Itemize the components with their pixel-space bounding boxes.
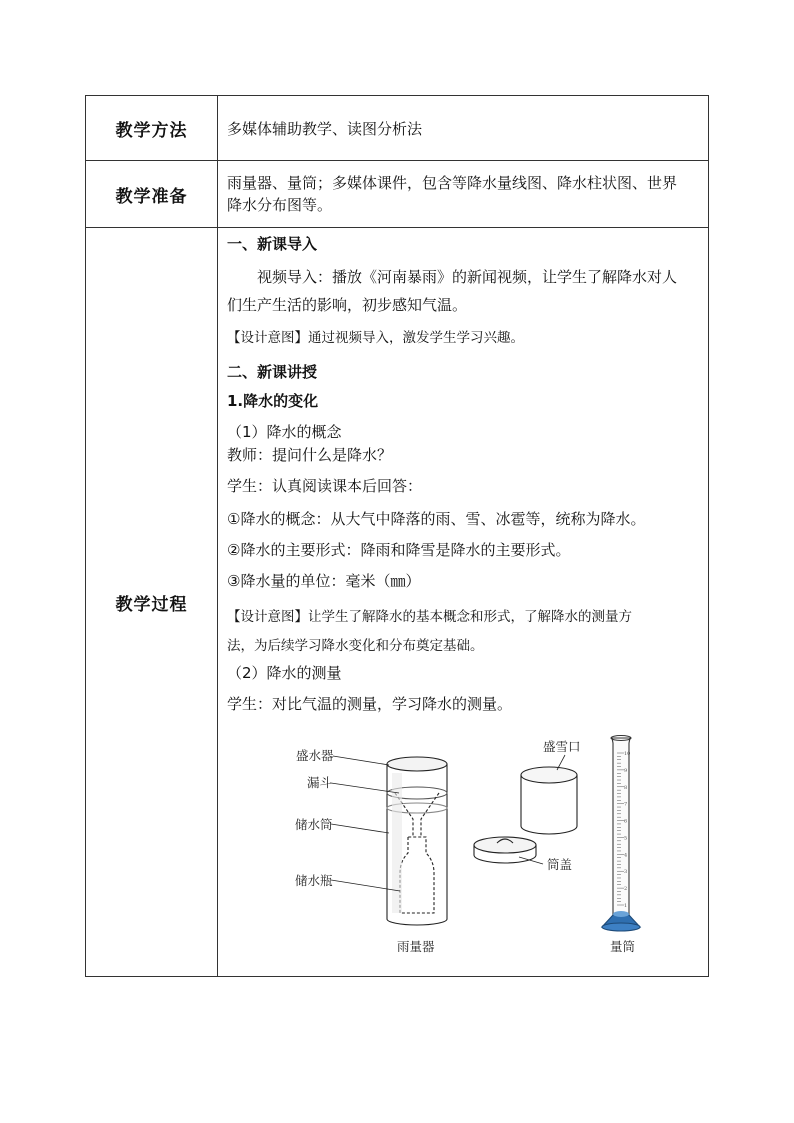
student-measurement: 学生：对比气温的测量，学习降水的测量。 bbox=[227, 695, 513, 713]
item2-measurement: （2）降水的测量 bbox=[227, 664, 342, 682]
cylinder-mark-label: 8 bbox=[624, 784, 628, 791]
label-snow-mouth: 盛雪口 bbox=[543, 739, 581, 754]
teaching-process-label: 教学过程 bbox=[86, 228, 218, 977]
cylinder-mark-label: 4 bbox=[624, 852, 628, 859]
teacher-question: 教师：提问什么是降水？ bbox=[227, 446, 393, 464]
cylinder-mark-label: 6 bbox=[624, 818, 628, 825]
cylinder-mark-label: 10 bbox=[624, 751, 631, 757]
point-1: ①降水的概念：从大气中降落的雨、雪、冰雹等，统称为降水。 bbox=[227, 510, 646, 528]
label-container: 盛水器 bbox=[296, 748, 334, 763]
teaching-preparation-content bbox=[218, 161, 709, 228]
caption-measuring-cylinder: 量筒 bbox=[610, 939, 636, 954]
teaching-method-content: 多媒体辅助教学、读图分析法 bbox=[218, 96, 709, 161]
design-intent-2-line-1: 【设计意图】让学生了解降水的基本概念和形式，了解降水的测量方 bbox=[227, 609, 632, 625]
item1-concept: （1）降水的概念 bbox=[227, 423, 342, 441]
teaching-preparation-label: 教学准备 bbox=[86, 161, 218, 228]
row-teaching-process bbox=[86, 228, 709, 977]
section1-title: 一、新课导入 bbox=[227, 235, 318, 253]
label-tube: 储水筒 bbox=[295, 817, 333, 832]
cylinder-mark-label: 7 bbox=[624, 801, 628, 808]
preparation-line-2: 降水分布图等。 bbox=[227, 196, 333, 214]
teaching-process-content bbox=[218, 228, 709, 977]
preparation-line-1: 雨量器、量筒；多媒体课件，包含等降水量线图、降水柱状图、世界 bbox=[227, 174, 678, 192]
label-funnel: 漏斗 bbox=[307, 775, 333, 790]
design-intent-1: 【设计意图】通过视频导入，激发学生学习兴趣。 bbox=[227, 330, 524, 346]
rain-gauge-illustration bbox=[387, 757, 447, 925]
cylinder-mark-label: 3 bbox=[624, 869, 628, 876]
lesson-plan-table bbox=[85, 95, 709, 977]
caption-rain-gauge: 雨量器 bbox=[397, 939, 435, 954]
cylinder-mark-label: 2 bbox=[624, 886, 628, 893]
rain-gauge-figure bbox=[267, 733, 747, 963]
subsection1-title: 1.降水的变化 bbox=[227, 392, 319, 410]
cylinder-mark-label: 9 bbox=[624, 767, 628, 774]
student-answer-intro: 学生：认真阅读课本后回答： bbox=[227, 477, 423, 495]
cylinder-mark-label: 1 bbox=[624, 903, 628, 909]
teaching-method-label: 教学方法 bbox=[86, 96, 218, 161]
label-bottle: 储水瓶 bbox=[295, 873, 333, 888]
snow-container-illustration bbox=[521, 767, 577, 834]
cylinder-mark-label: 5 bbox=[624, 835, 628, 842]
intro-line-2: 们生产生活的影响，初步感知气温。 bbox=[227, 296, 468, 314]
point-3: ③降水量的单位：毫米（㎜） bbox=[227, 572, 421, 590]
point-2: ②降水的主要形式：降雨和降雪是降水的主要形式。 bbox=[227, 541, 571, 559]
label-lid: 筒盖 bbox=[547, 857, 573, 872]
section2-title: 二、新课讲授 bbox=[227, 363, 318, 381]
row-teaching-preparation bbox=[86, 161, 709, 228]
row-teaching-method bbox=[86, 96, 709, 161]
intro-line-1: 视频导入：播放《河南暴雨》的新闻视频，让学生了解降水对人 bbox=[227, 268, 678, 286]
design-intent-2-line-2: 法，为后续学习降水变化和分布奠定基础。 bbox=[227, 638, 484, 654]
